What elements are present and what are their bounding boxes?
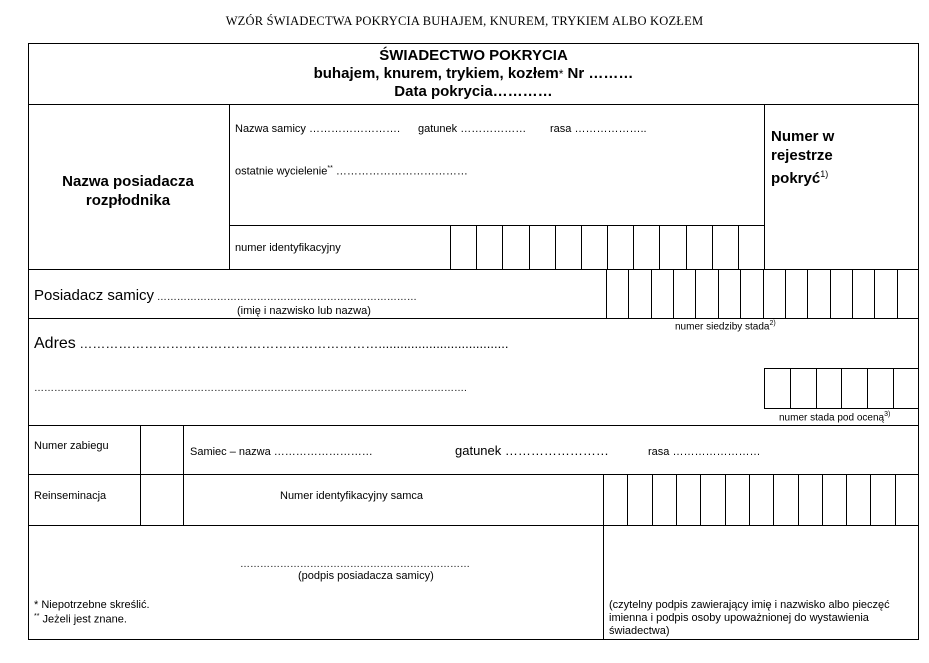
register-sup: 1) [820,169,829,179]
male-id-boxes[interactable] [603,474,919,525]
last-calving-field[interactable] [235,165,468,178]
holder-sublabel: (imię i nazwisko lub nazwa) [237,305,371,317]
signature-line[interactable]: …………………………………………………………… [240,559,470,570]
male-name-field[interactable]: Samiec – nazwa ……………………… [190,446,373,458]
female-race-field[interactable]: rasa ……………….. [550,123,647,135]
official-signature-label: (czytelny podpis zawierający imię i nazwisko albo pieczęć imienna i podpis osoby upoważnionej do wystawienia świadectwa) [609,599,890,637]
herd-seat-label [675,320,776,332]
herd-eval-boxes[interactable] [764,368,919,409]
register-number-label [771,127,881,188]
address-label: Adres [34,335,76,352]
male-id-label: Numer identyfikacyjny samca [280,490,424,502]
herd-seat-sup: 2) [769,320,776,327]
male-breed-field[interactable]: gatunek …………………… [455,443,609,458]
holder-dots: …………………………………………………………………… [154,292,417,303]
female-name-field[interactable]: Nazwa samicy ……………………. [235,123,401,135]
address-dots-1: …………………………………………………………….................................... [75,336,509,351]
holder-label: Posiadacz samicy [34,287,155,304]
address-line-2[interactable]: …………………………………………………………………………………………………………………. [34,383,467,394]
header-animals: buhajem, knurem, trykiem, kozłem [313,65,559,82]
last-calving-dots: ……………………………… [332,165,468,178]
footnote-1-mark: * [34,599,39,611]
last-calving-mark: ** [327,165,333,172]
procedure-number-label: Numer zabiegu [34,440,109,452]
herd-seat-text: numer siedziby stada [675,321,770,333]
form-title: WZÓR ŚWIADECTWA POKRYCIA BUHAJEM, KNUREM, TRYKIEM ALBO KOZŁEM [225,14,704,28]
header-date: Data pokrycia………… [394,83,553,100]
register-label-text: Numer w rejestrze pokryć [771,128,835,187]
owner-label: Nazwa posiadacza rozpłodnika [62,173,194,209]
footnote-1-text: Niepotrzebne skreślić. [38,599,150,611]
female-id-label: numer identyfikacyjny [235,242,341,254]
female-id-boxes[interactable] [450,225,764,270]
footnote-2 [34,613,127,626]
certificate-header [28,47,919,101]
footnote-2-mark: ** [34,613,40,620]
header-star: * [558,67,564,81]
herd-eval-label [779,411,890,423]
last-calving-label: ostatnie wycielenie [235,165,328,178]
footnote-2-text: Jeżeli jest znane. [39,613,127,626]
header-number: Nr ……… [563,65,634,82]
page-mark [902,0,904,5]
herd-seat-boxes[interactable] [606,269,919,318]
address-field[interactable] [34,335,508,353]
header-title: ŚWIADECTWO POKRYCIA [379,47,568,64]
herd-eval-sup: 3) [884,411,891,418]
holder-field[interactable] [34,287,417,305]
signature-label: (podpis posiadacza samicy) [298,570,434,582]
female-breed-field[interactable]: gatunek ……………… [418,123,527,135]
herd-eval-text: numer stada pod oceną [779,412,885,424]
reinsemination-label: Reinseminacja [34,490,107,502]
header-subtitle [28,65,919,83]
footnote-1 [34,599,150,611]
male-race-field[interactable]: rasa …………………… [648,446,761,458]
